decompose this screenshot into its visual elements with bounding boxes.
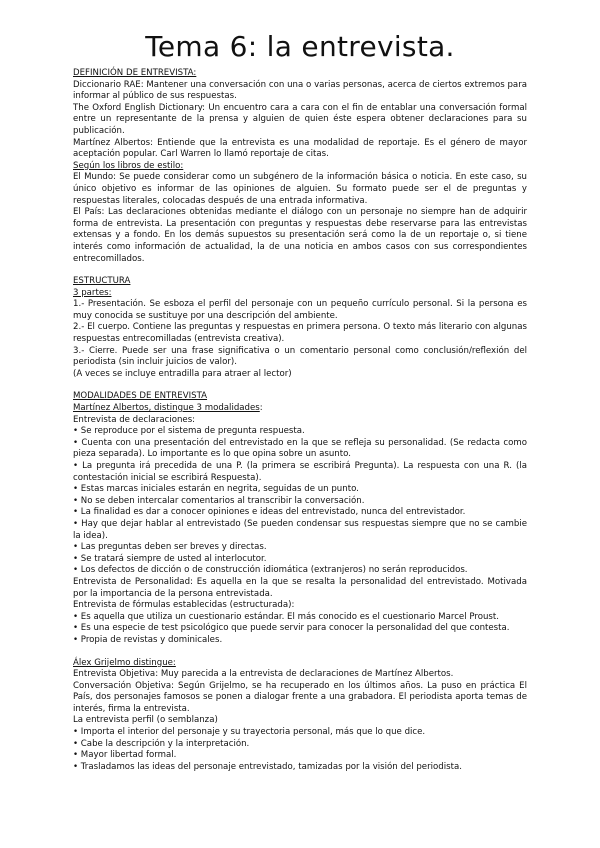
paragraph: Entrevista de fórmulas establecidas (estructurada): — [73, 600, 295, 611]
paragraph: 2.- El cuerpo. Contiene las preguntas y respuestas en primera persona. O texto más literario con algunas respuestas entrecomilladas (entrevista creativa). — [73, 322, 527, 345]
section-heading-estructura: ESTRUCTURA — [73, 276, 131, 287]
paragraph: El Mundo: Se puede considerar como un subgénero de la información básica o noticia. En este caso, su único objetivo es informar de las opiniones de alguien. Su formato puede ser el de preguntas y respuestas literales, colocadas después de una entrada informativa. — [73, 172, 527, 206]
list-item: • Es aquella que utiliza un cuestionario estándar. El más conocido es el cuestionario Marcel Proust. — [73, 611, 499, 622]
paragraph: The Oxford English Dictionary: Un encuentro cara a cara con el fin de entablar una conversación formal entre un representante de la prensa y alguien de quien éste espera obtener declaraciones para su publicación. — [73, 102, 527, 136]
list-item: • Importa el interior del personaje y su trayectoria personal, más que lo que dice. — [73, 727, 426, 738]
subheading-martinez-albertos — [73, 403, 527, 415]
paragraph: El País: Las declaraciones obtenidas mediante el diálogo con un personaje no siempre han de adquirir forma de entrevista. La presentación con preguntas y respuestas debe reservarse para las entrevistas extensas y a fondo. En los demás supuestos su presentación será como la de un reportaje o, si tiene interés como información de actualidad, la de una noticia en ambos casos con sus correspondientes entrecomillados. — [73, 207, 527, 264]
list-item: • Se reproduce por el sistema de pregunta respuesta. — [73, 426, 305, 437]
paragraph: La entrevista perfil (o semblanza) — [73, 715, 218, 726]
paragraph: 1.- Presentación. Se esboza el perfil del personaje con un pequeño currículo personal. Si la persona es muy conocida se sustituye por una descripción del ambiente. — [73, 299, 527, 321]
list-item: • Estas marcas iniciales estarán en negrita, seguidas de un punto. — [73, 484, 359, 495]
list-item: • Propia de revistas y dominicales. — [73, 634, 223, 645]
list-item: • No se deben intercalar comentarios al transcribir la conversación. — [73, 495, 365, 506]
subheading-suffix: : — [259, 403, 263, 414]
subheading-libros-de-estilo: Según los libros de estilo: — [73, 160, 184, 171]
list-item: • Trasladamos las ideas del personaje entrevistado, tamizadas por la visión del periodista. — [73, 761, 462, 772]
section-heading-modalidades: MODALIDADES DE ENTREVISTA — [73, 391, 208, 402]
list-item: • Cabe la descripción y la interpretación. — [73, 738, 250, 749]
list-item: • Los defectos de dicción o de construcción idiomática (extranjeros) no serán reproducidos. — [73, 565, 468, 576]
page-title: Tema 6: la entrevista. — [145, 30, 455, 63]
section-heading-definicion: DEFINICIÓN DE ENTREVISTA: — [73, 68, 197, 78]
list-item: • Se tratará siempre de usted al interlocutor. — [73, 553, 267, 564]
paragraph: Entrevista de declaraciones: — [73, 414, 196, 425]
paragraph: Entrevista Objetiva: Muy parecida a la entrevista de declaraciones de Martínez Albertos. — [73, 669, 454, 680]
paragraph: Diccionario RAE: Mantener una conversación con una o varias personas, acerca de ciertos extremos para informar al público de sus respuestas. — [73, 79, 527, 102]
paragraph: (A veces se incluye entradilla para atraer al lector) — [73, 368, 292, 379]
subheading-text: Martínez Albertos, distingue 3 modalidades — [73, 403, 260, 414]
paragraph: Martínez Albertos: Entiende que la entrevista es una modalidad de reportaje. Es el género de mayor aceptación popular. Carl Warren lo llamó reportaje de citas. — [73, 137, 527, 160]
list-item: • La pregunta irá precedida de una P. (la primera se escribirá Pregunta). La respuesta con una R. (la contestación inicial se escribirá Respuesta). — [73, 461, 527, 483]
list-item: • Es una especie de test psicológico que puede servir para conocer la personalidad del que contesta. — [73, 623, 510, 634]
section-estructura — [73, 276, 527, 380]
list-item: • Cuenta con una presentación del entrevistado en la que se refleja su personalidad. (Se redacta como pieza separada). Lo importante es lo que opina sobre un asunto. — [73, 437, 527, 460]
list-item: • Hay que dejar hablar al entrevistado (Se pueden condensar sus respuestas siempre que no se cambie la idea). — [73, 518, 527, 541]
paragraph: Entrevista de Personalidad: Es aquella en la que se resalta la personalidad del entrevistado. Motivada por la importancia de la persona entrevistada. — [73, 576, 527, 599]
paragraph: Conversación Objetiva: Según Grijelmo, se ha recuperado en los últimos años. La puso en práctica El País, dos personajes famosos se ponen a dialogar frente a una grabadora. El periodista aporta temas de interés, firma la entrevista. — [73, 680, 527, 714]
list-item: • La finalidad es dar a conocer opiniones e ideas del entrevistado, nunca del entrevistador. — [73, 507, 466, 518]
section-definicion — [73, 68, 527, 265]
section-grijelmo — [73, 658, 527, 774]
subheading-3-partes: 3 partes: — [73, 287, 112, 298]
list-item: • Las preguntas deben ser breves y directas. — [73, 542, 267, 553]
paragraph: 3.- Cierre. Puede ser una frase significativa o un comentario personal como conclusión/reflexión del periodista (sin incluir juicios de valor). — [73, 345, 527, 368]
section-modalidades — [73, 391, 527, 646]
section-heading-grijelmo: Álex Grijelmo distingue: — [73, 657, 176, 668]
list-item: • Mayor libertad formal. — [73, 750, 177, 761]
